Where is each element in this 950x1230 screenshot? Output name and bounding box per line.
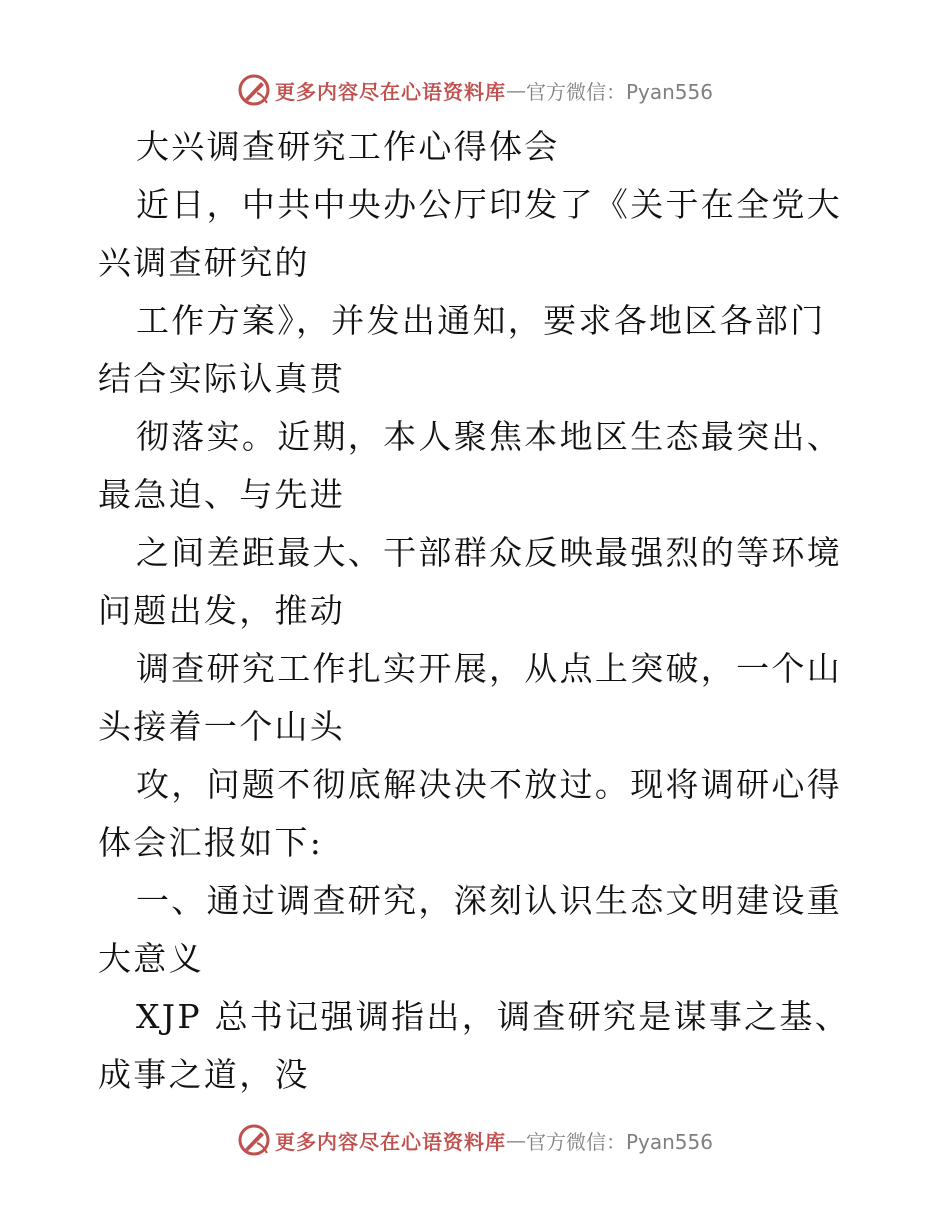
- header-watermark-banner: [0, 70, 950, 110]
- feather-pen-seal-icon: [237, 1123, 271, 1157]
- paragraph-line: 工作方案》，并发出通知，要求各地区各部门结合实际认真贯: [98, 301, 826, 398]
- wechat-text: 官方微信：Pyan556: [525, 79, 713, 104]
- wechat-text: 官方微信：Pyan556: [525, 1129, 713, 1154]
- document-body: [98, 118, 858, 1104]
- paragraph-line: 攻，问题不彻底解决决不放过。现将调研心得体会汇报如下:: [98, 765, 842, 862]
- footer-watermark-banner: [0, 1120, 950, 1160]
- banner-separator: —: [505, 78, 526, 102]
- brand-text: 更多内容尽在心语资料库: [274, 79, 506, 104]
- banner-separator: —: [505, 1128, 526, 1152]
- paragraph-line: 调查研究工作扎实开展，从点上突破，一个山头接着一个山头: [98, 649, 842, 746]
- section-heading: 一、通过调查研究，深刻认识生态文明建设重大意义: [98, 881, 842, 978]
- paragraph-line: 之间差距最大、干部群众反映最强烈的等环境问题出发，推动: [98, 533, 842, 630]
- feather-pen-seal-icon: [237, 73, 271, 107]
- document-title: 大兴调查研究工作心得体会: [136, 127, 560, 166]
- paragraph-line: 近日，中共中央办公厅印发了《关于在全党大兴调查研究的: [98, 185, 842, 282]
- brand-text: 更多内容尽在心语资料库: [274, 1129, 506, 1154]
- paragraph-line: 彻落实。近期，本人聚焦本地区生态最突出、最急迫、与先进: [98, 417, 842, 514]
- paragraph-line: XJP 总书记强调指出，调查研究是谋事之基、成事之道，没: [98, 997, 851, 1094]
